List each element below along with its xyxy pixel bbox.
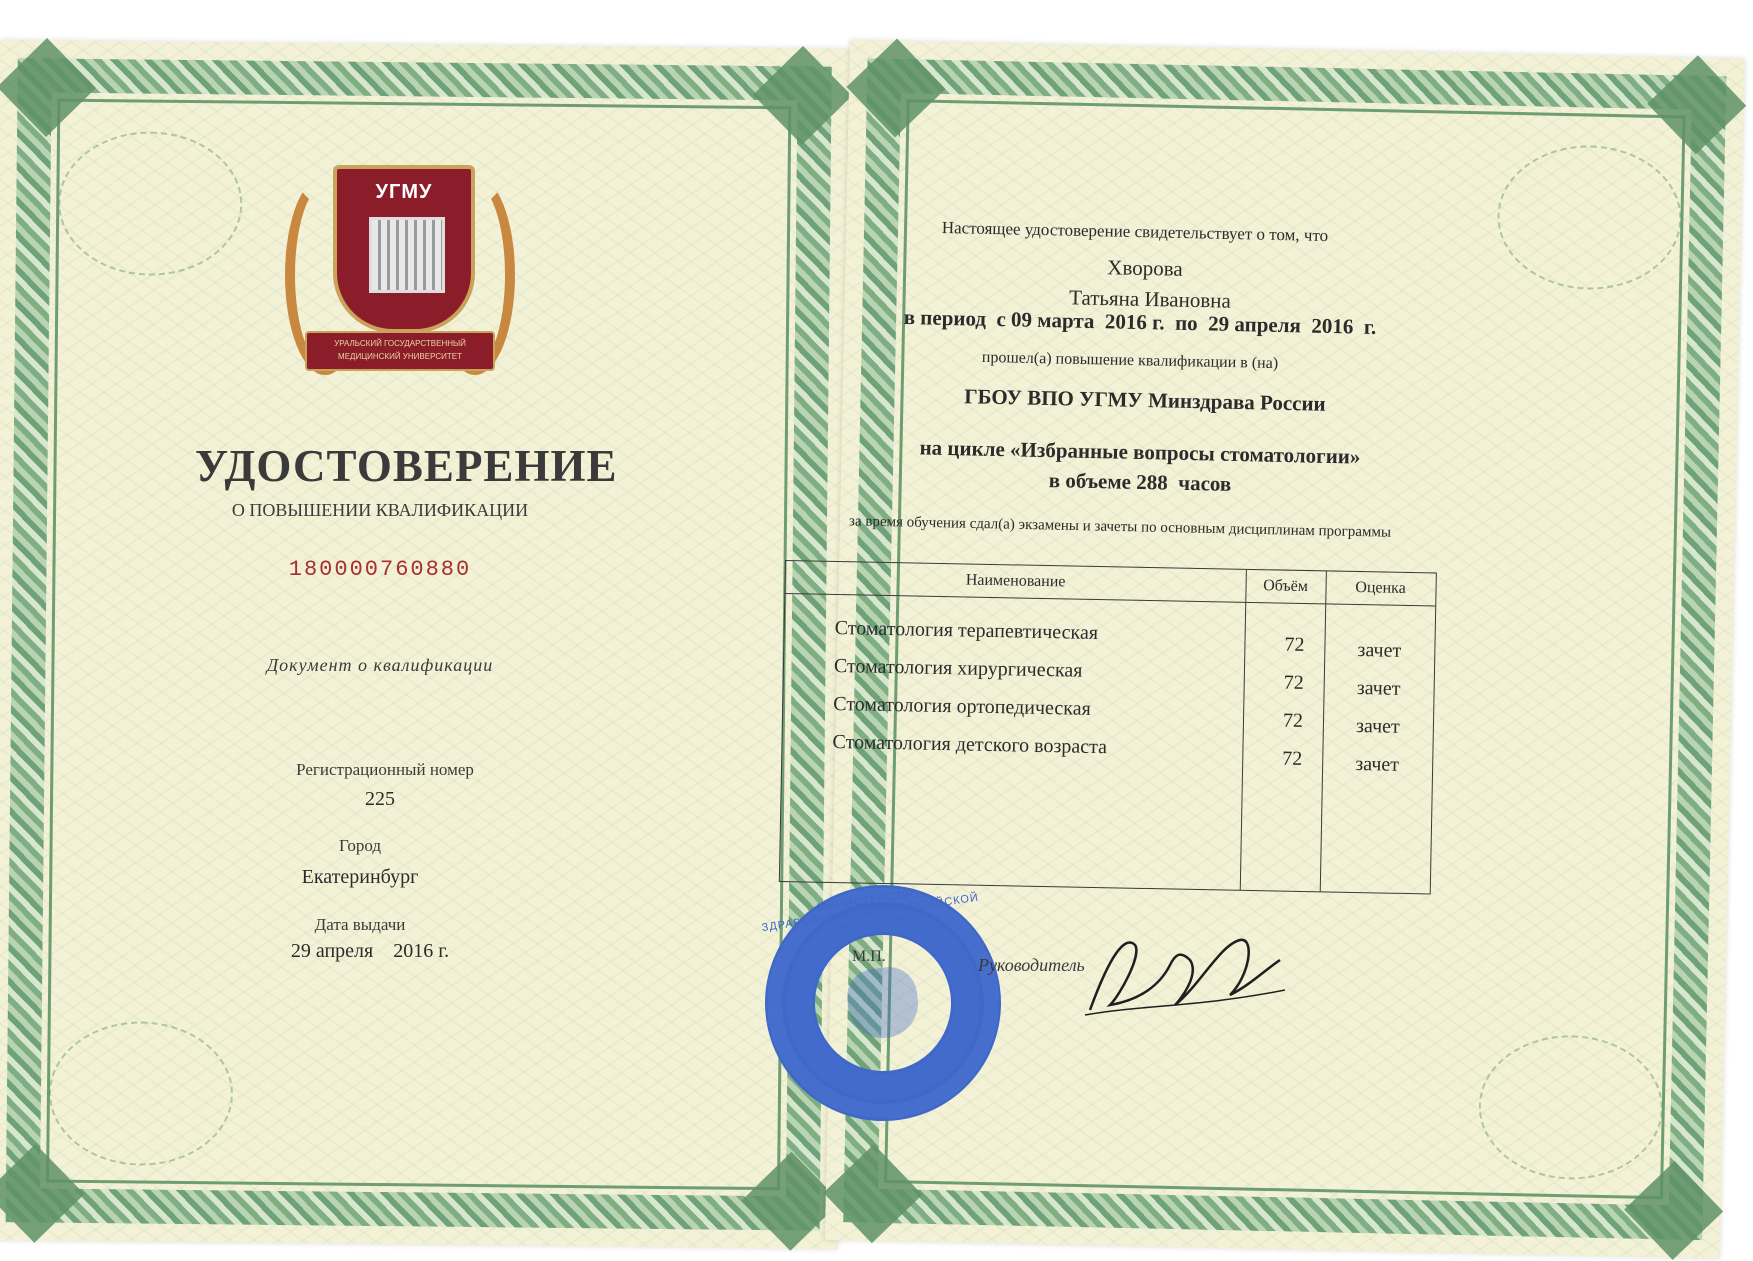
document-subtitle: О ПОВЫШЕНИИ КВАЛИФИКАЦИИ — [231, 500, 529, 520]
registration-label: Регистрационный номер — [296, 760, 474, 779]
double-headed-eagle-icon — [843, 963, 922, 1042]
corner-ornament — [1624, 1161, 1723, 1260]
disciplines-table — [779, 560, 1437, 894]
discipline-name: Стоматология терапевтическая — [834, 616, 1099, 645]
guilloche-ornament — [1496, 144, 1683, 292]
document-type: Документ о квалификации — [266, 655, 494, 675]
document-title: УДОСТОВЕРЕНИЕ — [195, 441, 618, 491]
discipline-grade: зачет — [1355, 714, 1400, 738]
emblem-shield-text: УГМУ — [375, 181, 433, 203]
director-label: Руководитель — [978, 955, 1085, 975]
discipline-grade: зачет — [1357, 639, 1402, 662]
exams-text: за время обучения сдал(а) экзамены и зачеты по основным дисциплинам программы — [848, 513, 1392, 541]
city: Екатеринбург — [301, 866, 419, 888]
corner-ornament — [847, 38, 946, 137]
discipline-name: Стоматология хирургическая — [833, 654, 1083, 682]
corner-ornament — [0, 38, 96, 137]
emblem-ribbon-text: УРАЛЬСКИЙ ГОСУДАРСТВЕННЫЙ МЕДИЦИНСКИЙ УНИВЕРСИТЕТ — [305, 331, 495, 371]
holder-name: Татьяна Ивановна — [1068, 285, 1232, 313]
university-emblem — [285, 155, 515, 385]
issue-date: 29 апреля 2016 г. — [290, 940, 450, 962]
building-icon — [369, 217, 445, 293]
guilloche-ornament — [1477, 1033, 1664, 1181]
table-header-volume: Объём — [1263, 577, 1309, 596]
training-volume: в объеме 288 часов — [1048, 468, 1232, 496]
issue-date-label: Дата выдачи — [314, 915, 406, 934]
holder-surname: Хворова — [1107, 255, 1183, 281]
discipline-volume: 72 — [1284, 633, 1305, 656]
corner-ornament — [0, 1144, 84, 1243]
discipline-volume: 72 — [1282, 709, 1304, 732]
table-header-name: Наименование — [965, 571, 1066, 591]
stamp-text: МИНИСТЕРСТВО ЗДРАВООХРАНЕНИЯ РОССИЙСКОЙ ФЕДЕРАЦИИ — [761, 887, 980, 937]
training-cycle: на цикле «Избранные вопросы стоматологии» — [919, 435, 1361, 469]
discipline-name: Стоматология детского возраста — [832, 730, 1108, 759]
registration-number: 225 — [365, 788, 395, 810]
guilloche-ornament — [58, 131, 243, 277]
corner-ornament — [823, 1144, 922, 1243]
corner-ornament — [753, 46, 852, 145]
discipline-grade: зачет — [1356, 677, 1401, 700]
guilloche-ornament — [48, 1021, 233, 1167]
corner-ornament — [1647, 55, 1746, 154]
city-label: Город — [339, 836, 381, 855]
stamp-place-label: М.П. — [852, 948, 886, 965]
discipline-name: Стоматология ортопедическая — [833, 692, 1091, 720]
discipline-volume: 72 — [1282, 747, 1303, 770]
discipline-grade: зачет — [1355, 752, 1400, 776]
emblem-shield — [333, 165, 475, 333]
serial-number: 180000760880 — [288, 557, 472, 582]
director-signature — [1080, 915, 1290, 1025]
table-header-grade: Оценка — [1355, 578, 1406, 597]
institution-name: ГБОУ ВПО УГМУ Минздрава России — [964, 384, 1326, 416]
intro-text: Настоящее удостоверение свидетельствует о том, что — [941, 217, 1329, 246]
training-period: в период с 09 марта 2016 г. по 29 апреля 2016 г. — [903, 305, 1377, 339]
passed-text: прошел(а) повышение квалификации в (на) — [981, 348, 1279, 373]
discipline-volume: 72 — [1283, 671, 1304, 694]
